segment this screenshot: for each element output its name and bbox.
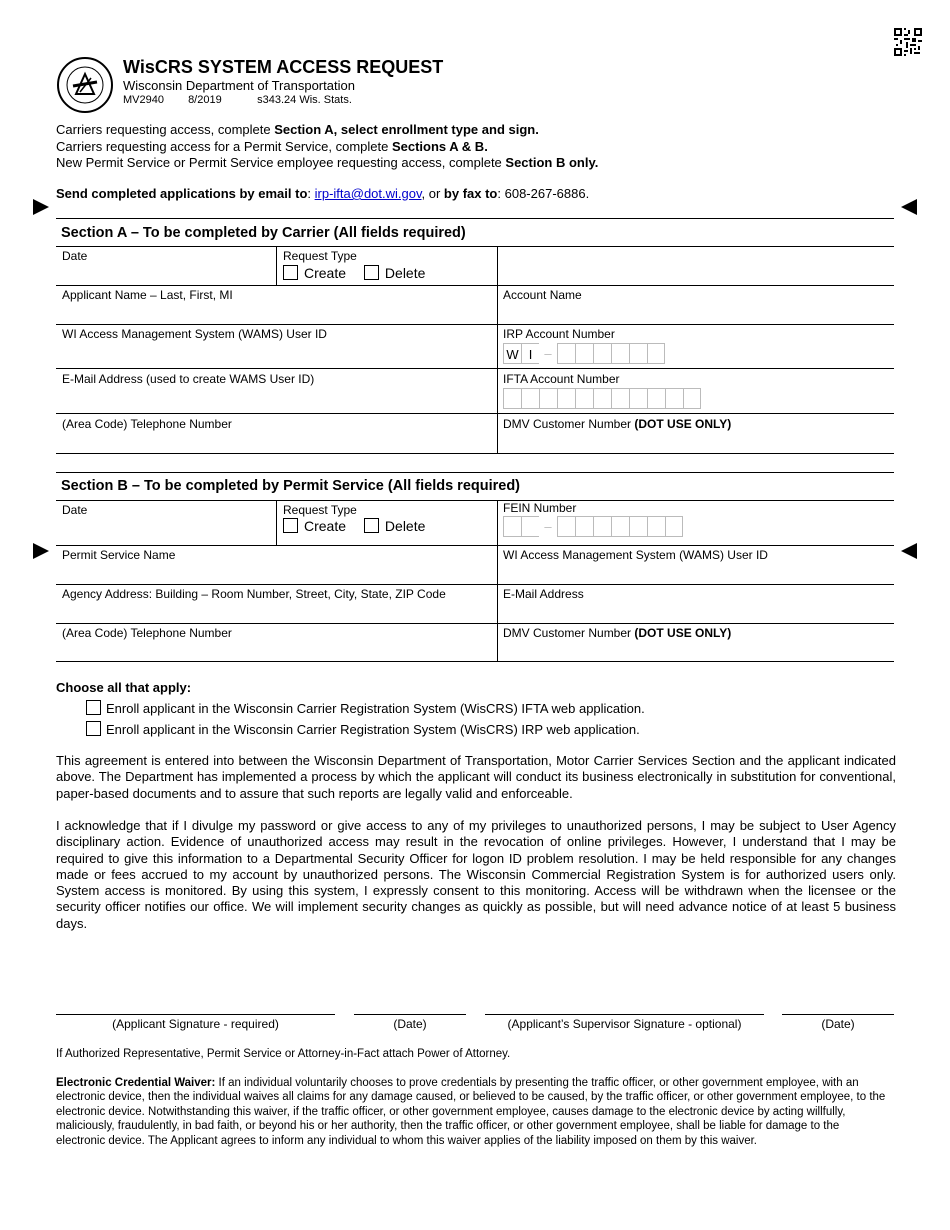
date-line[interactable] <box>782 1014 894 1015</box>
agency-address-label: Agency Address: Building – Room Number, Street, City, State, ZIP Code <box>62 587 446 601</box>
fax-number: : 608-267-6886. <box>497 186 590 201</box>
enroll-ifta-checkbox[interactable] <box>86 700 101 715</box>
fein-digit-box[interactable] <box>611 516 629 537</box>
section-a-email-label: E-Mail Address (used to create WAMS User ID) <box>62 372 315 386</box>
applicant-signature-line[interactable] <box>56 1014 335 1015</box>
section-b-dmv-label <box>503 626 731 640</box>
ifta-digit-box[interactable] <box>539 388 557 409</box>
divider <box>497 246 498 453</box>
section-a-dmv-text: DMV Customer Number <box>503 417 635 431</box>
section-a-top-rule <box>56 218 894 219</box>
applicant-signature-label: (Applicant Signature - required) <box>112 1017 279 1031</box>
ifta-digit-box[interactable] <box>557 388 575 409</box>
ifta-digit-box[interactable] <box>647 388 665 409</box>
electronic-credential-waiver <box>56 1076 886 1148</box>
divider <box>276 246 277 285</box>
send-lead: Send completed applications by email to <box>56 186 308 201</box>
irp-prefix-w: W <box>503 343 521 364</box>
divider <box>56 661 894 662</box>
instruction-1: Carriers requesting access, complete <box>56 122 275 137</box>
section-b-request-type-label: Request Type <box>283 503 357 517</box>
section-a-request-type-options <box>283 265 439 281</box>
ifta-digit-box[interactable] <box>575 388 593 409</box>
section-b-request-type-options <box>283 518 439 534</box>
section-b-date-label: Date <box>62 503 88 517</box>
ifta-digit-box[interactable] <box>503 388 521 409</box>
date-label: (Date) <box>393 1017 427 1031</box>
applicant-name-label: Applicant Name – Last, First, MI <box>62 288 233 302</box>
send-or: , or <box>421 186 444 201</box>
section-b-dot-use-only: (DOT USE ONLY) <box>634 626 732 640</box>
acknowledgement-paragraph: I acknowledge that if I divulge my password or give access to any of my privileges to unauthorized persons, I may be subject to User Agency disciplinary action. Evidence of unauthorized access may result in the revocation of online privileges. However, I understand that I may be required to give this information to a Departmental Security Officer for logon ID problem resolution. I may be held responsible for any changes made or fees accrued to my account by unauthorized persons. The Wisconsin Commercial Registration System is for authorized users only. System access is monitored. By using this system, I expressly consent to this monitoring. Access will be withdrawn when the licensee or the security officer notifies our office. We will implement security changes as quickly as possible, but will need advance notice of at least 5 business days. <box>56 818 896 931</box>
fein-digit-box[interactable] <box>629 516 647 537</box>
permit-service-name-label: Permit Service Name <box>62 548 176 562</box>
divider <box>56 500 894 501</box>
irp-digit-box[interactable] <box>575 343 593 364</box>
ifta-digit-box[interactable] <box>683 388 701 409</box>
divider <box>56 584 894 585</box>
fein-digit-box[interactable] <box>665 516 683 537</box>
left-arrow-icon <box>901 543 917 559</box>
section-b-create-checkbox[interactable] <box>283 518 298 533</box>
divider <box>56 324 894 325</box>
form-number: MV2940 <box>123 94 164 106</box>
section-a-heading: Section A – To be completed by Carrier (All fields required) <box>61 225 466 241</box>
section-b-phone-label: (Area Code) Telephone Number <box>62 626 232 640</box>
department-name: Wisconsin Department of Transportation <box>123 78 355 93</box>
fein-digit-box[interactable] <box>647 516 665 537</box>
supervisor-signature-line[interactable] <box>485 1014 764 1015</box>
right-arrow-icon <box>33 199 49 215</box>
section-b-dmv-text: DMV Customer Number <box>503 626 635 640</box>
section-a-dmv-label <box>503 417 731 431</box>
fein-digit-box[interactable] <box>521 516 539 537</box>
enroll-irp-label: Enroll applicant in the Wisconsin Carrier Registration System (WisCRS) IRP web application. <box>106 722 640 737</box>
send-instructions <box>56 186 589 201</box>
section-b-wams-label: WI Access Management System (WAMS) User ID <box>503 548 768 562</box>
fein-digit-box[interactable] <box>503 516 521 537</box>
section-a-wams-label: WI Access Management System (WAMS) User ID <box>62 327 327 341</box>
section-b-top-rule <box>56 472 894 473</box>
attorney-note: If Authorized Representative, Permit Service or Attorney-in-Fact attach Power of Attorney. <box>56 1048 511 1060</box>
fein-label: FEIN Number <box>503 501 577 515</box>
section-b-create-label: Create <box>304 518 347 534</box>
statute: s343.24 Wis. Stats. <box>257 94 352 106</box>
section-a-delete-checkbox[interactable] <box>364 265 379 280</box>
divider <box>497 500 498 661</box>
agreement-paragraph: This agreement is entered into between the Wisconsin Department of Transportation, Motor Carrier Services Section and the applicant indicated above. The Department has implemented a process by which the applicant will conduct its business electronically in substitution for conventional, paper-based documents and to assure that such reports are legally valid and enforceable. <box>56 753 896 801</box>
section-a-delete-label: Delete <box>384 265 426 281</box>
fax-lead: by fax to <box>443 186 498 201</box>
form-date: 8/2019 <box>188 94 222 106</box>
enroll-irp-row <box>86 721 640 737</box>
ifta-digit-box[interactable] <box>629 388 647 409</box>
instruction-2: Carriers requesting access for a Permit Service, complete <box>56 138 392 154</box>
section-a-request-type-label: Request Type <box>283 249 357 263</box>
divider <box>56 545 894 546</box>
section-b-heading: Section B – To be completed by Permit Service (All fields required) <box>61 478 521 494</box>
enroll-ifta-label: Enroll applicant in the Wisconsin Carrier Registration System (WisCRS) IFTA web application. <box>106 701 645 716</box>
fein-input[interactable] <box>503 516 683 537</box>
irp-prefix-i: I <box>521 343 539 364</box>
divider <box>56 623 894 624</box>
irp-digit-box[interactable] <box>593 343 611 364</box>
section-a-date-label: Date <box>62 249 88 263</box>
section-b-email-label: E-Mail Address <box>503 587 584 601</box>
account-name-label: Account Name <box>503 288 582 302</box>
waiver-text: If an individual voluntarily chooses to prove credentials by presenting the traffic officer, or other government employee, with an electronic device, then the individual waives all claims for any damage caused, or believed to be caused, by the traffic officer, or other government employee, to the electronic device. Notwithstanding this waiver, if the traffic officer, or other government employee, causes damage to the electronic device by acting willfully, maliciously, fraudulently, in bad faith, or beyond his or her authority, then the traffic officer, or other government employee, shall be liable for damage to the electronic device. The Applicant agrees to inform any individual to whom this waiver applies of the liability imposed on them by this waiver. <box>56 1077 886 1147</box>
enroll-irp-checkbox[interactable] <box>86 721 101 736</box>
fein-digit-box[interactable] <box>593 516 611 537</box>
section-a-create-label: Create <box>304 265 347 281</box>
divider <box>276 500 277 545</box>
ifta-digit-box[interactable] <box>593 388 611 409</box>
instruction-1-bold: Section A, select enrollment type and sign. <box>274 122 539 137</box>
wisdot-seal-logo <box>56 56 114 114</box>
ifta-account-input[interactable] <box>503 388 701 409</box>
irp-digit-box[interactable] <box>557 343 575 364</box>
instructions <box>56 122 906 172</box>
date-line[interactable] <box>354 1014 466 1015</box>
supervisor-signature-label: (Applicant’s Supervisor Signature - optional) <box>507 1017 742 1031</box>
ifta-digit-box[interactable] <box>521 388 539 409</box>
ifta-digit-box[interactable] <box>611 388 629 409</box>
instruction-3-bold: Section B only. <box>505 155 599 170</box>
irp-digit-box[interactable] <box>611 343 629 364</box>
divider <box>56 368 894 369</box>
section-a-phone-label: (Area Code) Telephone Number <box>62 417 232 431</box>
section-b-delete-label: Delete <box>384 518 426 534</box>
send-colon: : <box>307 186 315 201</box>
section-a-create-checkbox[interactable] <box>283 265 298 280</box>
divider <box>56 453 894 454</box>
ifta-account-label: IFTA Account Number <box>503 372 620 386</box>
waiver-label: Electronic Credential Waiver: <box>56 1077 216 1089</box>
fein-digit-box[interactable] <box>575 516 593 537</box>
right-arrow-icon <box>33 543 49 559</box>
instruction-2-bold: Sections A & B. <box>391 138 488 154</box>
choose-heading: Choose all that apply: <box>56 680 192 695</box>
divider <box>56 413 894 414</box>
enroll-ifta-row <box>86 700 645 716</box>
form-title: WisCRS SYSTEM ACCESS REQUEST <box>123 57 444 77</box>
irp-digit-box[interactable] <box>647 343 665 364</box>
irp-dash: – <box>544 346 552 361</box>
form-meta <box>123 94 352 106</box>
divider <box>56 246 894 247</box>
ifta-digit-box[interactable] <box>665 388 683 409</box>
instruction-3: New Permit Service or Permit Service employee requesting access, complete <box>56 155 506 170</box>
qr-code-icon <box>894 28 922 56</box>
irp-digit-box[interactable] <box>629 343 647 364</box>
date-label: (Date) <box>821 1017 855 1031</box>
fein-dash: – <box>544 519 552 534</box>
divider <box>56 285 894 286</box>
left-arrow-icon <box>901 199 917 215</box>
section-b-delete-checkbox[interactable] <box>364 518 379 533</box>
fein-digit-box[interactable] <box>557 516 575 537</box>
email-link[interactable]: irp-ifta@dot.wi.gov <box>314 186 422 201</box>
irp-account-label: IRP Account Number <box>503 327 615 341</box>
section-a-dot-use-only: (DOT USE ONLY) <box>634 417 732 431</box>
irp-account-input[interactable] <box>503 343 665 364</box>
